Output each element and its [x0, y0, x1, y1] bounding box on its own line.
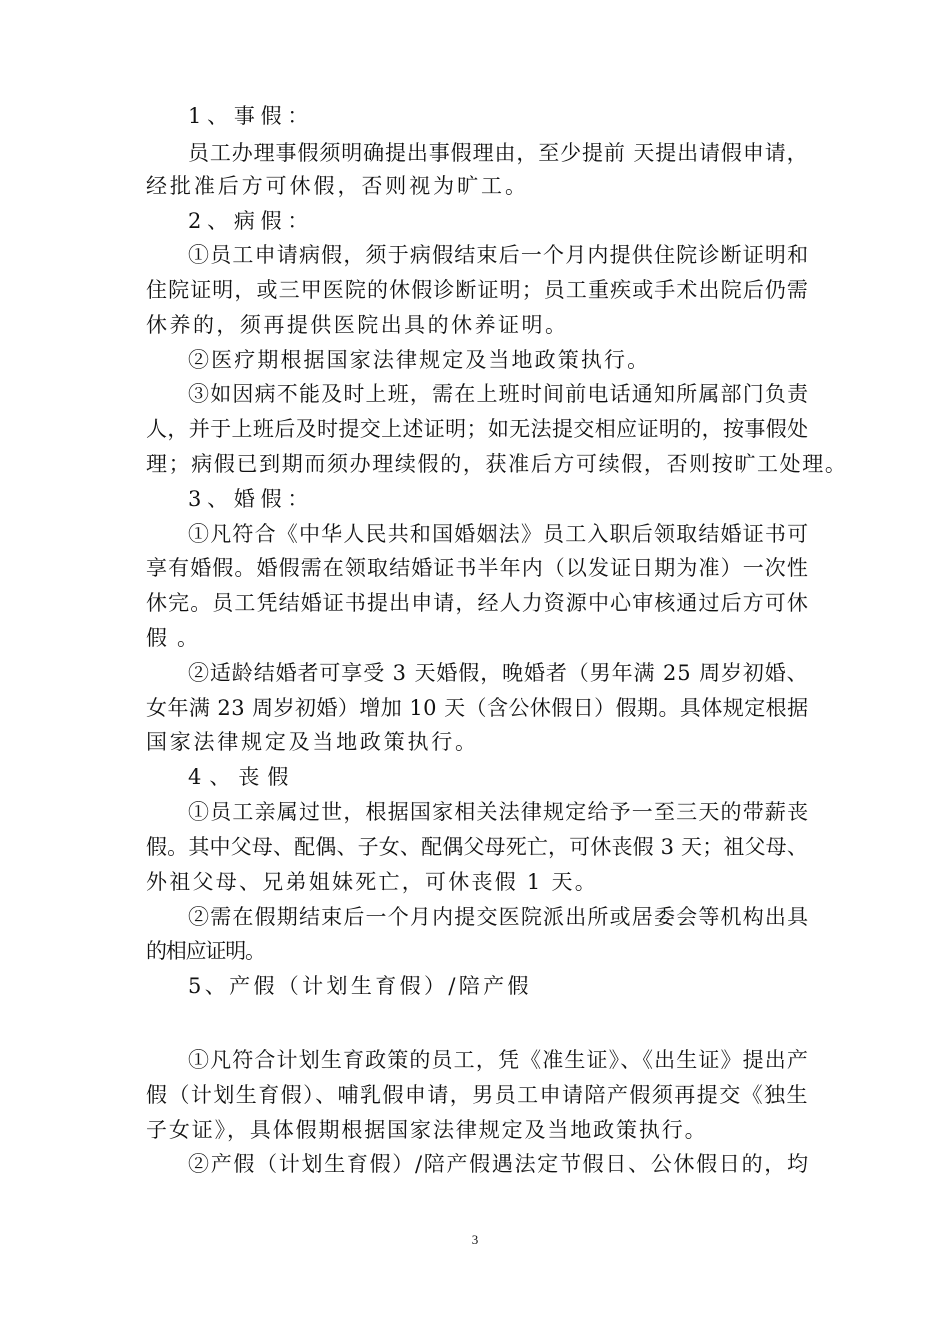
paragraph-line: 子女证》，具体假期根据国家法律规定及当地政策执行。 [146, 1118, 708, 1142]
paragraph-line: 休完。员工凭结婚证书提出申请，经人力资源中心审核通过后方可休 [146, 591, 809, 615]
paragraph-line: 女年满 23 周岁初婚）增加 10 天（含公休假日）假期。具体规定根据 [146, 696, 809, 720]
section-heading-sick-leave: 2、病假： [188, 209, 315, 233]
paragraph-line: 国家法律规定及当地政策执行。 [146, 730, 479, 754]
paragraph-line: 经批准后方可休假，否则视为旷工。 [146, 174, 529, 198]
section-heading-personal-leave: 1、事假： [188, 104, 315, 128]
paragraph-line: ②适龄结婚者可享受 3 天婚假，晚婚者（男年满 25 周岁初婚、 [188, 661, 809, 685]
section-heading-bereavement-leave: 4、丧假 [188, 765, 297, 789]
paragraph-line: 外祖父母、兄弟姐妹死亡，可休丧假 1 天。 [146, 870, 598, 894]
paragraph-line: 员工办理事假须明确提出事假理由，至少提前 天提出请假申请， [188, 141, 809, 165]
paragraph-line: 的相应证明。 [146, 939, 265, 963]
paragraph-line: ②产假（计划生育假）/陪产假遇法定节假日、公休假日的，均 [188, 1152, 810, 1176]
paragraph-line: 人，并于上班后及时提交上述证明；如无法提交相应证明的，按事假处 [146, 417, 809, 441]
paragraph-line: 假（计划生育假）、哺乳假申请，男员工申请陪产假须再提交《独生 [146, 1083, 809, 1107]
paragraph-line: ③如因病不能及时上班，需在上班时间前电话通知所属部门负责 [188, 382, 810, 406]
paragraph-line: ①员工亲属过世，根据国家相关法律规定给予一至三天的带薪丧 [188, 800, 810, 824]
paragraph-line: 享有婚假。婚假需在领取结婚证书半年内（以发证日期为准）一次性 [146, 556, 809, 580]
paragraph-line: 休养的，须再提供医院出具的休养证明。 [146, 313, 569, 337]
section-heading-marriage-leave: 3、婚假： [188, 487, 315, 511]
paragraph-line: ①凡符合计划生育政策的员工，凭《准生证》、《出生证》提出产 [188, 1048, 810, 1072]
page-number: 3 [471, 1232, 479, 1247]
paragraph-line: 理；病假已到期而须办理续假的，获准后方可续假，否则按旷工处理。 [146, 452, 848, 476]
paragraph-line: ②医疗期根据国家法律规定及当地政策执行。 [188, 348, 651, 372]
paragraph-line: ②需在假期结束后一个月内提交医院派出所或居委会等机构出具 [188, 905, 810, 929]
paragraph-line: 住院证明，或三甲医院的休假诊断证明；员工重疾或手术出院后仍需 [146, 278, 809, 302]
paragraph-line: 假。 [146, 626, 208, 650]
paragraph-line: ①凡符合《中华人民共和国婚姻法》员工入职后领取结婚证书可 [188, 522, 810, 546]
section-heading-maternity-leave: 5、产假（计划生育假）/陪产假 [188, 974, 532, 998]
paragraph-line: 假。其中父母、配偶、子女、配偶父母死亡，可休丧假 3 天；祖父母、 [146, 835, 808, 859]
paragraph-line: ①员工申请病假，须于病假结束后一个月内提供住院诊断证明和 [188, 243, 810, 267]
